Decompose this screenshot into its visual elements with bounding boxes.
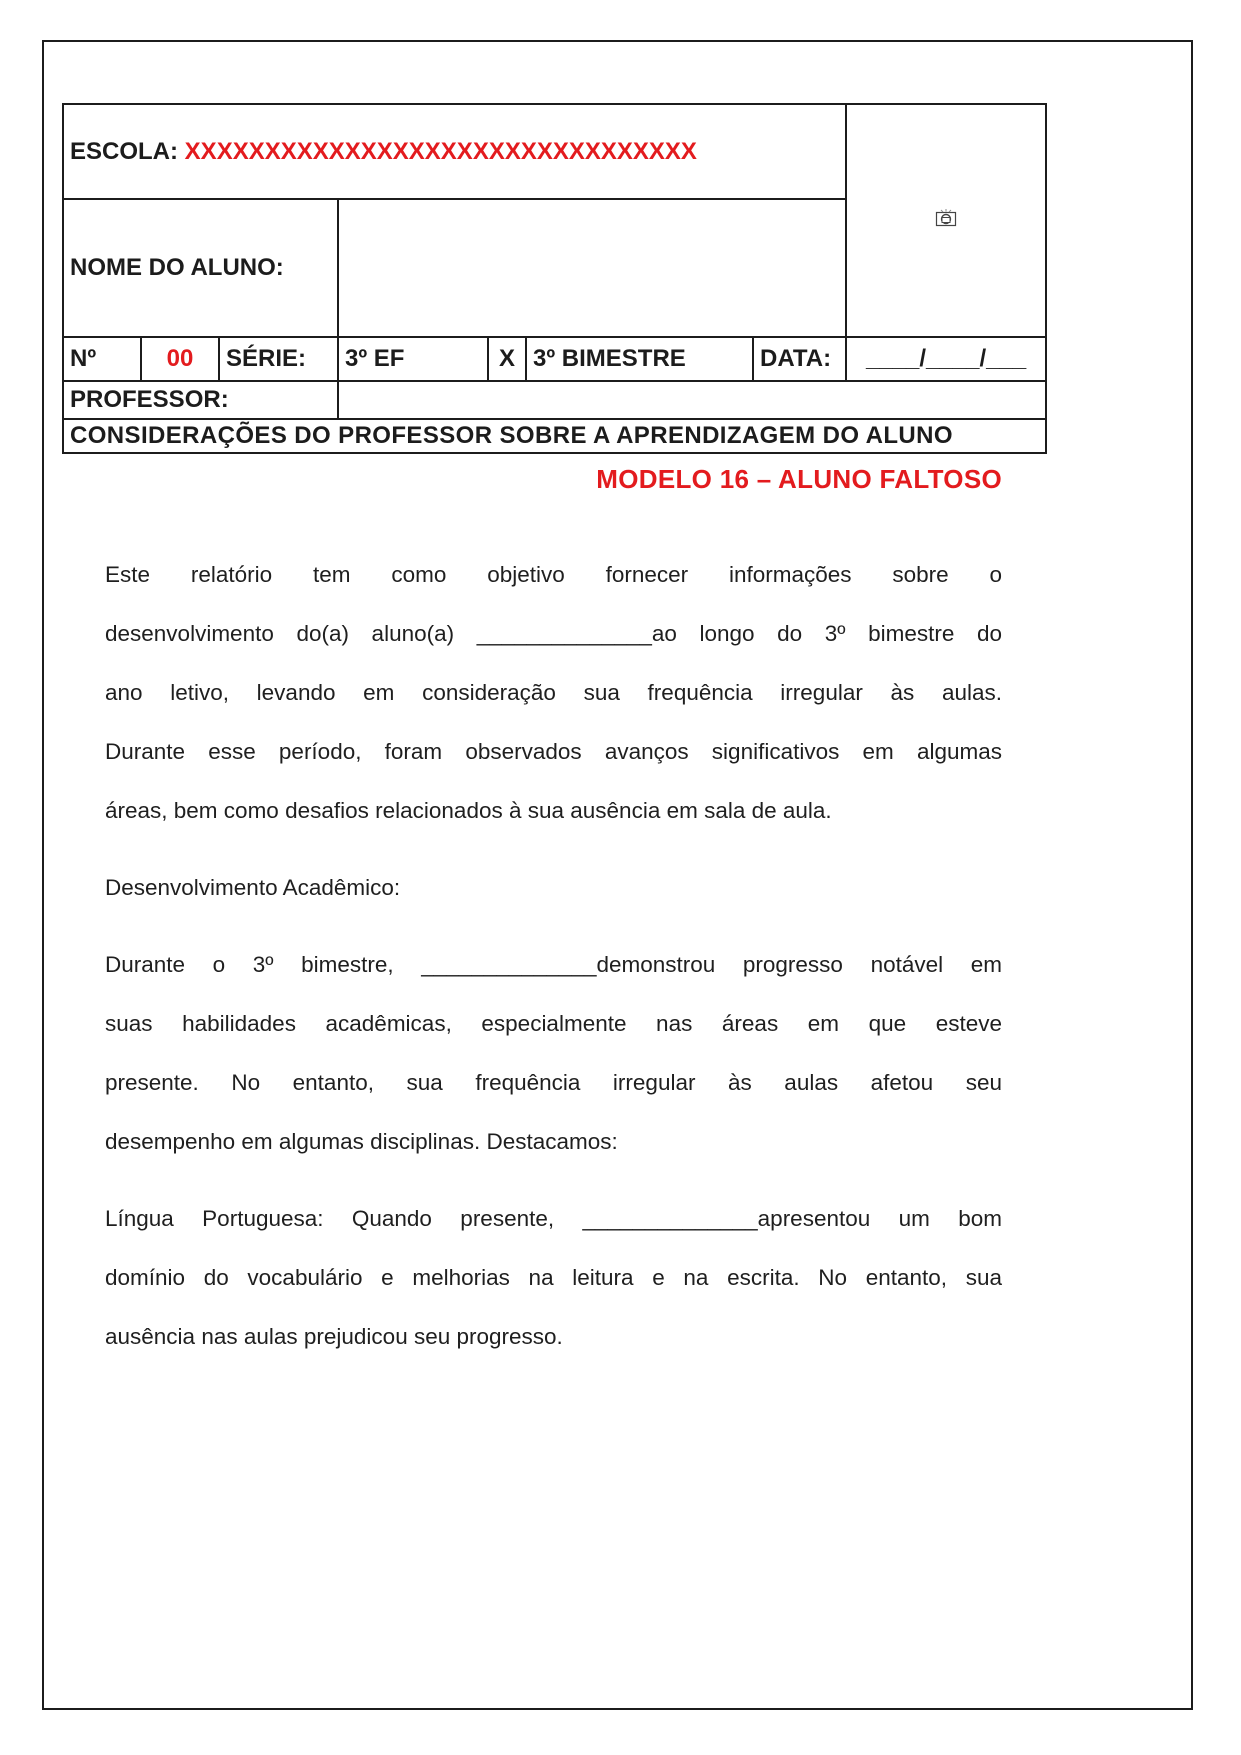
student-name-label: NOME DO ALUNO: [63,199,338,337]
text-line: ausência nas aulas prejudicou seu progresso. [105,1324,563,1349]
bimestre-value: 3º BIMESTRE [526,337,753,381]
escola-label: ESCOLA: [70,137,178,165]
checkbox-x: X [488,337,526,381]
escola-cell [63,104,846,199]
escola-value: XXXXXXXXXXXXXXXXXXXXXXXXXXXXXXXX [184,137,697,165]
text-line: suas habilidades acadêmicas, especialmente nas áreas em que esteve [105,1011,1002,1036]
text-line: presente. No entanto, sua frequência irregular às aulas afetou seu [105,1070,1002,1095]
report-body [105,545,1002,1366]
text-line: Durante o 3º bimestre, ______________demonstrou progresso notável em [105,952,1002,977]
consideracoes-title: CONSIDERAÇÕES DO PROFESSOR SOBRE A APRENDIZAGEM DO ALUNO [63,419,1046,453]
data-value-field[interactable]: ____/____/___ [846,337,1046,381]
report-paragraph-lingua-portuguesa [105,1189,1002,1366]
logo-cell [846,104,1046,337]
text-line: Durante esse período, foram observados avanços significativos em algumas [105,739,1002,764]
student-number-value: 00 [141,337,219,381]
student-number-label: Nº [63,337,141,381]
professor-field[interactable] [338,381,1046,419]
student-name-field[interactable] [338,199,846,337]
text-line: Língua Portuguesa: Quando presente, ______________apresentou um bom [105,1206,1002,1231]
serie-value: 3º EF [338,337,488,381]
text-line: domínio do vocabulário e melhorias na leitura e na escrita. No entanto, sua [105,1265,1002,1290]
serie-label: SÉRIE: [219,337,338,381]
data-label: DATA: [753,337,846,381]
text-line: áreas, bem como desafios relacionados à sua ausência em sala de aula. [105,798,832,823]
text-line: desempenho em algumas disciplinas. Destacamos: [105,1129,618,1154]
text-line: Este relatório tem como objetivo fornecer informações sobre o [105,562,1002,587]
text-line: Desenvolvimento Acadêmico: [105,875,401,900]
report-section-heading [105,858,1002,917]
report-paragraph-desenvolvimento [105,935,1002,1171]
image-placeholder-icon [935,207,957,235]
header-table [62,103,1047,454]
modelo-title: MODELO 16 – ALUNO FALTOSO [596,464,1002,494]
text-line: ano letivo, levando em consideração sua frequência irregular às aulas. [105,680,1002,705]
report-paragraph-intro [105,545,1002,840]
professor-label: PROFESSOR: [63,381,338,419]
text-line: desenvolvimento do(a) aluno(a) ______________ao longo do 3º bimestre do [105,621,1002,646]
